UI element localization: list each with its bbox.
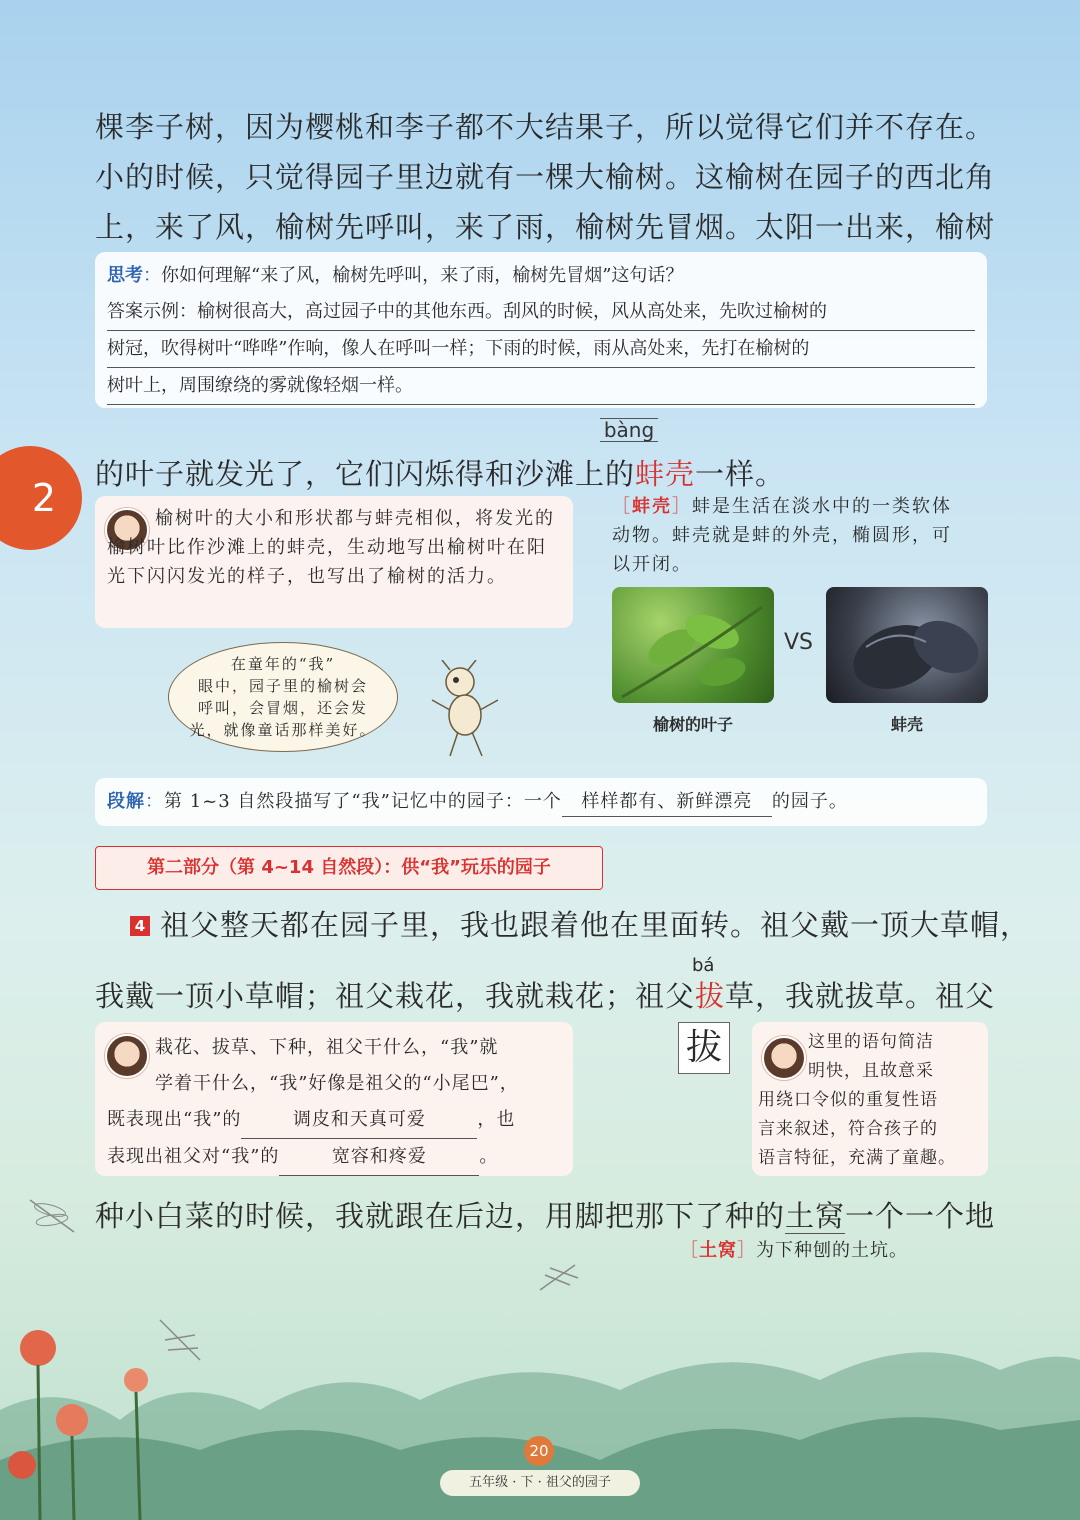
note-3-line-1: 这里的语句简洁 — [808, 1032, 934, 1052]
line4-before: 的叶子就发光了，它们闪烁得和沙滩上的 — [95, 457, 636, 491]
duanjie-text-before: 第 1~3 自然段描写了“我”记忆中的园子：一个 — [164, 791, 562, 812]
para4-line2-after: 草，我就拔草。祖父 — [725, 979, 996, 1013]
note-2-line4-before: 表现出祖父对“我”的 — [107, 1146, 280, 1167]
cartoon-ant-icon — [420, 660, 510, 760]
gloss-bangke-def-1: 蚌是生活在淡水中的一类软体 — [692, 496, 952, 517]
line4-after: 一样。 — [695, 457, 786, 491]
gloss-tuwo-definition: 为下种刨的土坑。 — [756, 1240, 908, 1261]
note-card-3 — [752, 1022, 988, 1176]
note-card-1 — [95, 496, 573, 628]
text-line-4 — [95, 452, 785, 493]
duanjie-card — [95, 778, 987, 826]
note-2-blank-1: 调皮和天真可爱 — [241, 1102, 477, 1139]
pinyin-bang: bàng — [600, 418, 658, 442]
vs-label: VS — [784, 630, 814, 655]
bubble-line-1: 在童年的“我” — [230, 655, 336, 673]
think-answer-line-3: 树叶上，周围缭绕的雾就像轻烟一样。 — [107, 368, 975, 405]
note-3-line-3: 用绕口令似的重复性语 — [758, 1090, 938, 1110]
para4-line3-before: 种小白菜的时候，我就跟在后边，用脚把那下了种的 — [95, 1199, 786, 1233]
note-2-line3-before: 既表现出“我”的 — [107, 1109, 242, 1130]
text-line-3: 上，来了风，榆树先呼叫，来了雨，榆树先冒烟。太阳一出来，榆树 — [95, 210, 996, 244]
duanjie-blank: 样样都有、新鲜漂亮 — [562, 788, 772, 817]
think-label: 思考 — [107, 265, 143, 286]
think-question-line: 思考：你如何理解“来了风，榆树先呼叫，来了雨，榆树先冒烟”这句话？ — [107, 265, 684, 286]
para4-line3-after: 一个一个地 — [845, 1199, 996, 1233]
note-3-line-4: 言来叙述，符合孩子的 — [758, 1119, 938, 1139]
speech-bubble — [168, 642, 398, 752]
para4-line-2 — [95, 974, 995, 1015]
text-line-1: 棵李子树，因为樱桃和李子都不大结果子，所以觉得它们并不存在。 — [95, 110, 996, 144]
note-2-blank-2: 宽容和疼爱 — [279, 1139, 479, 1176]
bubble-line-2: 眼中，园子里的榆树会 — [197, 677, 368, 695]
running-title: 五年级 · 下 · 祖父的园子 — [440, 1470, 640, 1496]
note-card-2 — [95, 1022, 573, 1176]
note-2-line-2: 学着干什么，“我”好像是祖父的“小尾巴”， — [155, 1073, 519, 1094]
text-line-2: 小的时候，只觉得园子里边就有一棵大榆树。这榆树在园子的西北角 — [95, 160, 996, 194]
dragonfly-icon — [160, 1265, 578, 1360]
note-3-line-5: 语言特征，充满了童趣。 — [758, 1148, 956, 1168]
think-answer-line-1: 答案示例：榆树很高大，高过园子中的其他东西。刮风的时候，风从高处来，先吹过榆树的 — [107, 294, 975, 331]
bubble-text — [169, 653, 397, 741]
think-answer-line-2: 树冠，吹得树叶“哗哗”作响，像人在呼叫一样；下雨的时候，雨从高处来，先打在榆树的 — [107, 331, 975, 368]
para4-line-3 — [95, 1194, 995, 1235]
para4-line-1: 祖父整天都在园子里，我也跟着他在里面转。祖父戴一顶大草帽， — [160, 908, 1031, 942]
note-2-line3-after: ，也 — [477, 1109, 516, 1130]
gloss-bangke — [612, 492, 992, 579]
elm-leaf-caption: 榆树的叶子 — [652, 715, 733, 734]
gloss-tuwo-term: 土窝 — [699, 1240, 737, 1261]
think-question: 你如何理解“来了风，榆树先呼叫，来了雨，榆树先冒烟”这句话？ — [161, 265, 684, 286]
gloss-bangke-line-1: ［蚌壳］蚌是生活在淡水中的一类软体 — [612, 496, 952, 517]
gloss-tuwo: ［土窝］为下种刨的土坑。 — [680, 1240, 908, 1261]
elm-leaf-photo — [612, 587, 774, 703]
para4-line2-before: 我戴一顶小草帽；祖父栽花，我就栽花；祖父 — [95, 979, 696, 1013]
shell-icon — [826, 587, 988, 703]
paragraph-number: 4 — [130, 916, 150, 936]
think-card — [95, 252, 987, 408]
gloss-bangke-def-3: 以开闭。 — [612, 554, 692, 575]
duanjie-text-after: 的园子。 — [771, 791, 848, 812]
character-box: 拔 — [678, 1022, 730, 1074]
note-2-line4-after: 。 — [479, 1146, 499, 1167]
note-2-line-4 — [107, 1139, 563, 1176]
dragonfly-icon — [22, 1196, 82, 1236]
gloss-bangke-def-2: 动物。蚌壳就是蚌的外壳，椭圆形，可 — [612, 525, 952, 546]
note-2-line-3 — [107, 1102, 563, 1139]
note-3-text — [758, 1028, 984, 1173]
gloss-bangke-term: 蚌壳 — [632, 496, 672, 517]
note-1-text: 榆树叶的大小和形状都与蚌壳相似，将发光的榆树叶比作沙滩上的蚌壳，生动地写出榆树叶在阳光下闪闪发光的样子，也写出了榆树的活力。 — [107, 508, 555, 587]
pinyin-ba: bá — [692, 955, 715, 976]
bubble-line-3: 呼叫，会冒烟，还会发 — [197, 699, 368, 717]
duanjie-line: 段解：第 1~3 自然段描写了“我”记忆中的园子：一个 样样都有、新鲜漂亮 的园子。 — [107, 788, 848, 817]
duanjie-label: 段解 — [107, 791, 145, 812]
note-2-text — [107, 1030, 563, 1176]
note-2-line-1: 栽花、拔草、下种，祖父干什么，“我”就 — [155, 1037, 499, 1058]
line4-highlight: 蚌壳 — [635, 457, 696, 491]
part-heading: 第二部分（第 4~14 自然段）：供“我”玩乐的园子 — [95, 846, 603, 890]
para4-line2-highlight: 拔 — [695, 979, 726, 1013]
page-number: 20 — [524, 1436, 554, 1466]
section-badge: 2 — [0, 446, 82, 550]
clam-shell-photo — [826, 587, 988, 703]
note-3-line-2: 明快，且故意采 — [808, 1061, 934, 1081]
leaf-icon — [612, 587, 774, 703]
clam-shell-caption: 蚌壳 — [890, 715, 923, 734]
para4-line3-term: 土窝 — [785, 1199, 846, 1233]
bubble-line-4: 光，就像童话那样美好。 — [189, 721, 377, 739]
